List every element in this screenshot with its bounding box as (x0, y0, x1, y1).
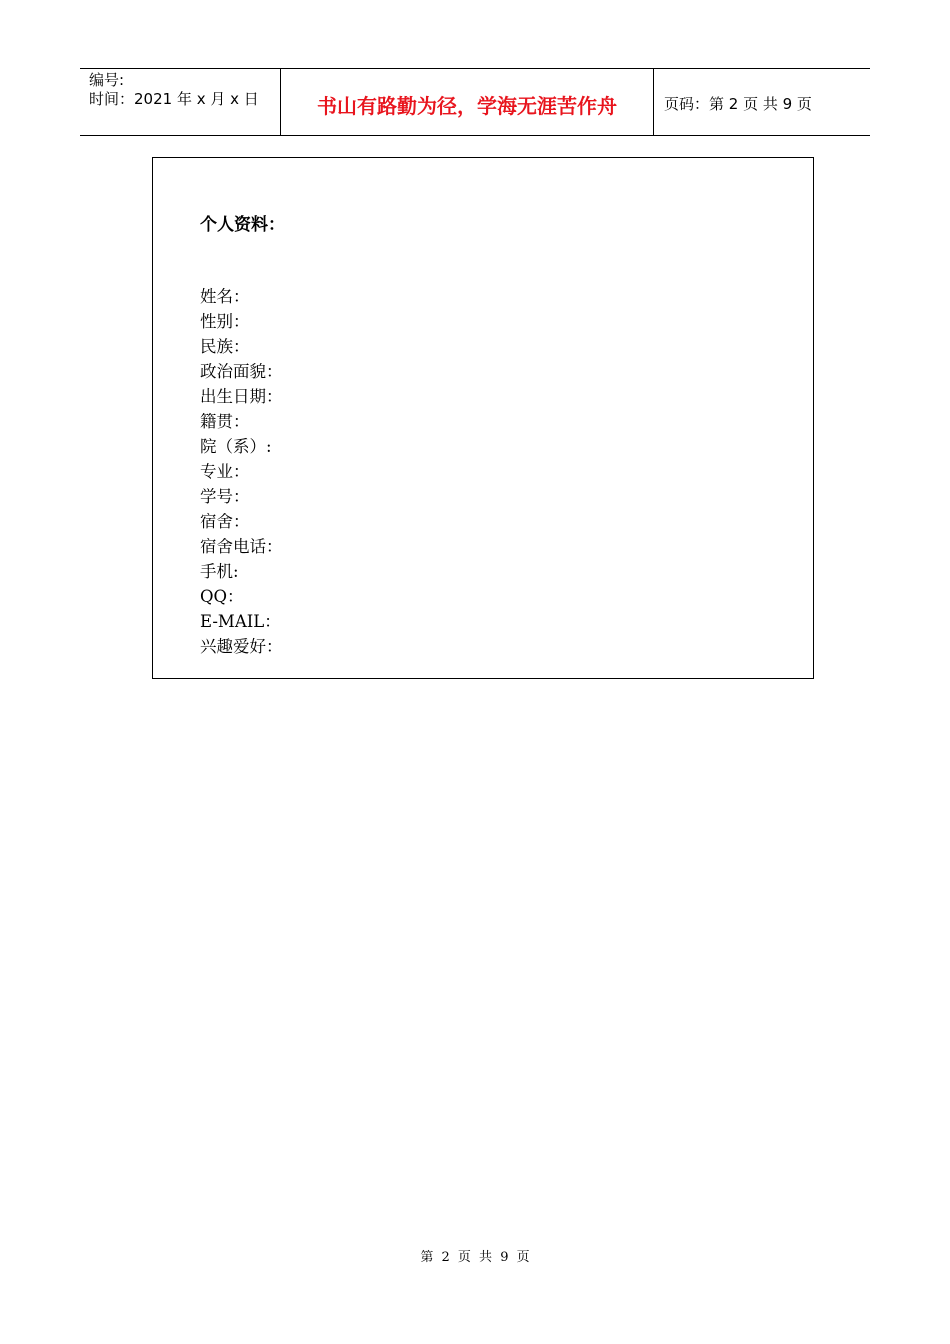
field-gender: 性别： (200, 312, 250, 331)
field-hobbies: 兴趣爱好： (200, 637, 283, 656)
field-name: 姓名： (200, 287, 250, 306)
header-meta-cell (80, 69, 281, 135)
header-motto: 书山有路勤为径，学海无涯苦作舟 (281, 69, 654, 135)
field-political-status: 政治面貌： (200, 362, 283, 381)
field-student-id: 学号： (200, 487, 250, 506)
field-birth-date: 出生日期： (200, 387, 283, 406)
profile-title: 个人资料： (200, 215, 285, 235)
field-email: E-MAIL： (200, 612, 281, 631)
page-footer-number: 第 2 页 共 9 页 (420, 1250, 530, 1265)
profile-form-box (152, 157, 814, 679)
field-dormitory: 宿舍： (200, 512, 250, 531)
field-qq: QQ： (200, 587, 244, 606)
page-header (80, 68, 870, 136)
field-department: 院（系）: (200, 437, 272, 456)
document-number-label: 编号: (89, 71, 125, 89)
field-native-place: 籍贯： (200, 412, 250, 431)
document-time-label: 时间：2021 年 x 月 x 日 (89, 90, 259, 108)
field-major: 专业： (200, 462, 250, 481)
field-mobile: 手机: (200, 562, 239, 581)
field-ethnicity: 民族： (200, 337, 250, 356)
header-page-info: 页码：第 2 页 共 9 页 (664, 94, 812, 113)
profile-field-list (200, 284, 283, 659)
field-dorm-phone: 宿舍电话： (200, 537, 283, 556)
